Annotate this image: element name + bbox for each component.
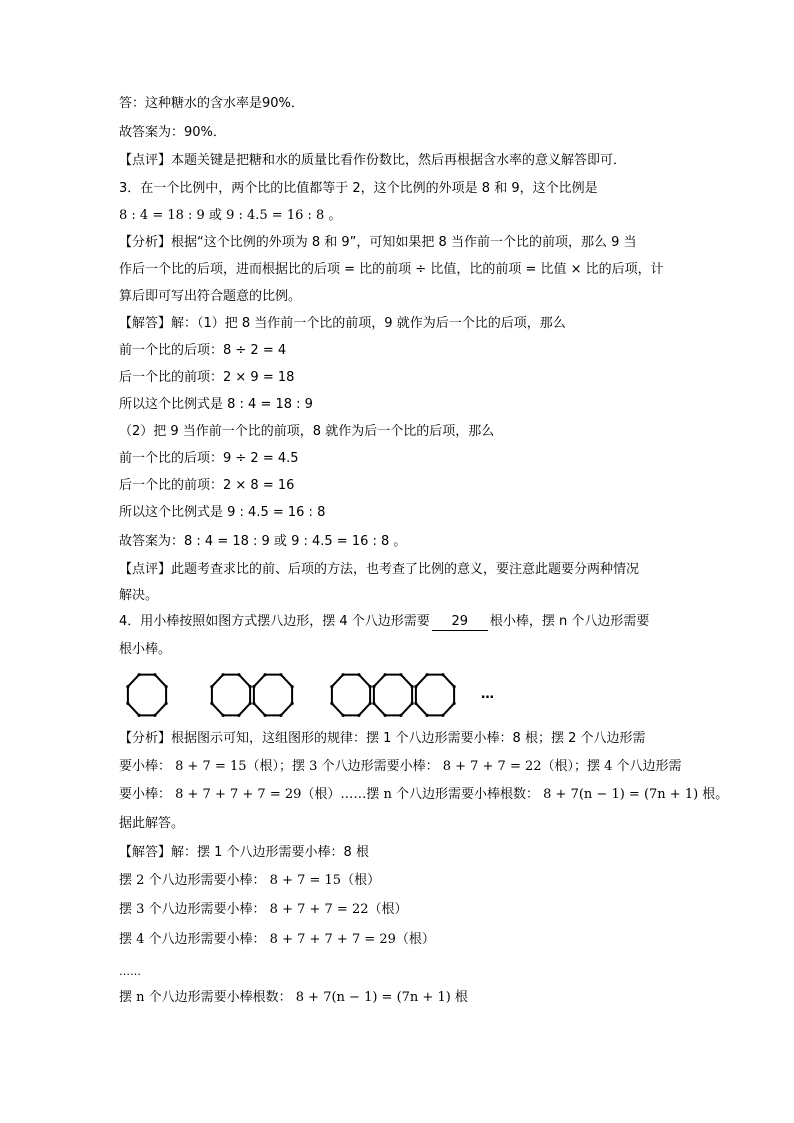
solution-line: 【解答】解：摆 1 个八边形需要小棒：8 根 xyxy=(119,845,369,860)
solution-line: 摆 2 个八边形需要小棒： 8 + 7 = 15（根） xyxy=(119,873,381,888)
analysis-line: 作后一个比的后项，进而根据比的后项 = 比的前项 ÷ 比值，比的前项 = 比值 × 比的后项，计 xyxy=(119,262,664,277)
octagon-vertex xyxy=(249,685,252,688)
solution-line: 【解答】解：（1）把 8 当作前一个比的前项，9 就作为后一个比的后项，那么 xyxy=(119,316,566,331)
solution-line: 后一个比的前项：2 × 8 = 16 xyxy=(119,478,295,493)
octagon-vertex xyxy=(279,673,282,676)
solution-line: 摆 4 个八边形需要小棒： 8 + 7 + 7 + 7 = 29（根） xyxy=(119,932,435,947)
question-4 xyxy=(119,612,649,632)
ellipsis-line: …… xyxy=(119,965,141,978)
octagon-shape xyxy=(212,675,250,716)
octagon-vertex xyxy=(441,714,444,717)
octagon-vertex xyxy=(137,714,140,717)
octagon-vertex xyxy=(425,673,428,676)
comment-line: 解决。 xyxy=(119,588,159,603)
octagon-vertex xyxy=(210,702,213,705)
solution-line: 后一个比的前项：2 × 9 = 18 xyxy=(119,370,295,385)
question-4-line2: 根小棒。 xyxy=(119,642,172,657)
octagon-vertex xyxy=(453,685,456,688)
octagon-shape xyxy=(332,675,370,716)
octagon-vertex xyxy=(341,673,344,676)
octagon-vertex xyxy=(369,685,372,688)
octagon-vertex xyxy=(399,714,402,717)
octagon-vertex xyxy=(291,702,294,705)
question-3: 3．在一个比例中，两个比的比值都等于 2，这个比例的外项是 8 和 9，这个比例是 xyxy=(119,181,598,196)
octagon-vertex xyxy=(263,673,266,676)
question-4-suffix: 根小棒，摆 n 个八边形需要 xyxy=(489,614,650,629)
octagon-vertex xyxy=(330,685,333,688)
octagon-shape xyxy=(374,675,412,716)
analysis-line: 【分析】根据“这个比例的外项为 8 和 9”，可知如果把 8 当作前一个比的前项，那么 9 当 xyxy=(119,235,637,250)
octagon-vertex xyxy=(411,702,414,705)
final-answer-line: 故答案为：8 : 4 = 18 : 9 或 9 : 4.5 = 16 : 8 。 xyxy=(119,534,407,549)
octagon-vertex xyxy=(372,702,375,705)
octagon-shape xyxy=(254,675,292,716)
octagon-vertex xyxy=(165,685,168,688)
analysis-line: 据此解答。 xyxy=(119,816,185,831)
question-4-prefix: 4．用小棒按照如图方式摆八边形，摆 4 个八边形需要 xyxy=(119,614,430,629)
analysis-line: 要小棒： 8 + 7 + 7 + 7 = 29（根）……摆 n 个八边形需要小棒根数： 8 + 7(n − 1) = (7n + 1) 根。 xyxy=(119,787,729,802)
octagon-vertex xyxy=(383,673,386,676)
solution-line: 前一个比的后项：8 ÷ 2 = 4 xyxy=(119,343,287,358)
octagon-vertex xyxy=(249,702,252,705)
comment-line: 【点评】此题考查求比的前、后项的方法，也考查了比例的意义，要注意此题要分两种情况 xyxy=(119,562,640,577)
solution-line: 前一个比的后项：9 ÷ 2 = 4.5 xyxy=(119,451,299,466)
solution-line: （2）把 9 当作前一个比的前项，8 就作为后一个比的后项，那么 xyxy=(119,424,495,439)
answer-line: 答：这种糖水的含水率是90%． xyxy=(119,96,304,111)
octagon-vertex xyxy=(369,702,372,705)
octagon-vertex xyxy=(252,702,255,705)
octagon-vertex xyxy=(291,685,294,688)
octagon-shape xyxy=(416,675,454,716)
analysis-line: 【分析】根据图示可知，这组图形的规律：摆 1 个八边形需要小棒：8 根；摆 2 个八边形需 xyxy=(119,731,646,746)
octagon-vertex xyxy=(372,685,375,688)
octagon-vertex xyxy=(126,685,129,688)
octagon-vertex xyxy=(237,714,240,717)
comment-line: 【点评】本题关键是把糖和水的质量比看作份数比，然后再根据含水率的意义解答即可． xyxy=(119,153,627,168)
octagon-vertex xyxy=(279,714,282,717)
answer-line: 故答案为：90%． xyxy=(119,125,226,140)
octagon-vertex xyxy=(341,714,344,717)
octagon-figure xyxy=(110,665,530,725)
analysis-line: 要小棒： 8 + 7 = 15（根）；摆 3 个八边形需要小棒： 8 + 7 + 7 = 22（根）；摆 4 个八边形需 xyxy=(119,759,682,774)
answer-blank: 29 xyxy=(432,614,488,631)
octagon-vertex xyxy=(210,685,213,688)
octagon-vertex xyxy=(126,702,129,705)
octagon-vertex xyxy=(153,673,156,676)
octagon-vertex xyxy=(383,714,386,717)
octagon-vertex xyxy=(414,685,417,688)
octagon-vertex xyxy=(221,714,224,717)
octagon-vertex xyxy=(252,685,255,688)
octagon-vertex xyxy=(330,702,333,705)
octagon-vertex xyxy=(411,685,414,688)
octagon-vertex xyxy=(414,702,417,705)
solution-line: 所以这个比例式是 9 : 4.5 = 16 : 8 xyxy=(119,505,326,520)
octagon-vertex xyxy=(165,702,168,705)
octagon-vertex xyxy=(237,673,240,676)
octagon-vertex xyxy=(425,714,428,717)
solution-line: 摆 n 个八边形需要小棒根数： 8 + 7(n − 1) = (7n + 1) 根 xyxy=(119,990,468,1005)
octagon-vertex xyxy=(153,714,156,717)
question-3-answer: 8 : 4 = 18 : 9 或 9 : 4.5 = 16 : 8 。 xyxy=(119,208,342,223)
octagon-vertex xyxy=(453,702,456,705)
ellipsis: … xyxy=(481,687,494,702)
octagon-vertex xyxy=(357,673,360,676)
octagon-vertex xyxy=(357,714,360,717)
octagon-shape xyxy=(128,675,166,716)
octagon-vertex xyxy=(399,673,402,676)
octagon-vertex xyxy=(263,714,266,717)
octagon-vertex xyxy=(137,673,140,676)
octagon-vertex xyxy=(441,673,444,676)
solution-line: 所以这个比例式是 8 : 4 = 18 : 9 xyxy=(119,397,313,412)
solution-line: 摆 3 个八边形需要小棒： 8 + 7 + 7 = 22（根） xyxy=(119,902,408,917)
octagon-vertex xyxy=(221,673,224,676)
analysis-line: 算后即可写出符合题意的比例。 xyxy=(119,289,302,304)
